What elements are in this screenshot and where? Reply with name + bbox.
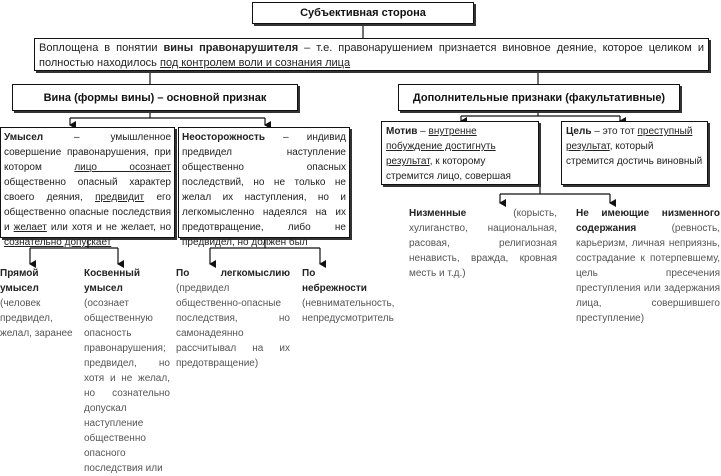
not-low-motives-title: Не имеющие низменного содержания (576, 208, 720, 234)
intent-desires: желает (13, 222, 47, 233)
definition-guilt-term: вины правонарушителя (163, 42, 299, 54)
negligence-term: Неосторожность (182, 132, 265, 143)
motive-term: Мотив (386, 126, 418, 137)
goal-criminal-result: преступный результат (566, 126, 693, 152)
carelessness-text: (невнимательность, непредусмотритель (302, 298, 395, 324)
frivolity-block (176, 266, 290, 369)
direct-intent-title: Прямой умысел (0, 268, 39, 294)
indirect-intent-text: (осознает общественную опасность правонарушения; предвидел, но хотя и не желал, но сознательно допускал наступление общественно опасного последствия или (84, 298, 170, 474)
negligence-box (178, 127, 350, 248)
motive-inner-drive: внутренне побуждение достигнуть результат (386, 126, 496, 167)
intent-awareness: лицо осознает (74, 162, 171, 173)
indirect-intent-block (84, 266, 170, 474)
intent-box (0, 127, 175, 248)
not-low-motives-block (576, 206, 720, 324)
motive-dash: – (417, 126, 429, 137)
motive-box (381, 121, 539, 185)
additional-features-box (398, 84, 680, 111)
goal-box (561, 121, 708, 185)
intent-consciously-allows: сознательно допускает (4, 237, 112, 248)
subjective-side-title: Субъективная сторона (300, 7, 426, 19)
carelessness-title: По небрежности (302, 268, 367, 294)
definition-text-1: Воплощена в понятии (39, 42, 164, 54)
direct-intent-block (0, 266, 76, 339)
low-motives-title: Низменные (409, 208, 467, 219)
intent-text-4: или хотя и не желает, но (46, 222, 172, 233)
low-motives-block (409, 206, 557, 281)
definition-text-2: – т.е. правонарушением признается виновное деяние, которое целиком и полностью находилось (39, 42, 704, 69)
goal-text-2: , который стремится достичь виновный (566, 141, 703, 167)
definition-control-phrase: под контролем воли и сознания лица (159, 57, 351, 69)
indirect-intent-title: Косвенный умысел (84, 268, 140, 294)
goal-term: Цель (566, 126, 592, 137)
low-motives-text: (корысть, хулиганство, национальная, расовая, религиозная ненависть, вражда, кровная месть и т.д.) (409, 208, 557, 279)
definition-box (34, 38, 709, 71)
motive-text: , к которому стремится лицо, совершая (386, 156, 511, 182)
negligence-text: – индивид предвидел наступление общественно опасных последствий, но не только не желал их наступления, но и легкомысленно надеялся на их предотвращение, либо не предвидел, но должен был (182, 132, 346, 248)
intent-text-3: его общественно опасные последствия и (4, 192, 171, 233)
intent-text-1: – умышленное совершение правонарушения, при котором (4, 132, 171, 173)
not-low-motives-text: (ревность, карьеризм, личная неприязнь, сострадание к потерпевшему, цель пресечения преступления или задержания лица, совершившего преступление) (576, 223, 720, 324)
subjective-side-title-box (252, 2, 474, 24)
main-feature-box (12, 84, 298, 111)
additional-features-label: Дополнительные признаки (факультативные) (412, 91, 666, 104)
intent-text-2: общественно опасный характер своего деяния, (4, 177, 171, 203)
frivolity-title: По легкомыслию (176, 268, 290, 279)
intent-term: Умысел (4, 132, 44, 143)
goal-text-1: – это тот (591, 126, 638, 137)
frivolity-text: (предвидел общественно-опасные последствия, но самонадеянно рассчитывал на их предотвращение) (176, 283, 290, 369)
intent-foresees: предвидит (95, 192, 145, 203)
main-feature-label: Вина (формы вины) – основной признак (43, 91, 267, 104)
direct-intent-text: (человек предвидел, желал, заранее (0, 298, 73, 339)
carelessness-block (302, 266, 395, 324)
